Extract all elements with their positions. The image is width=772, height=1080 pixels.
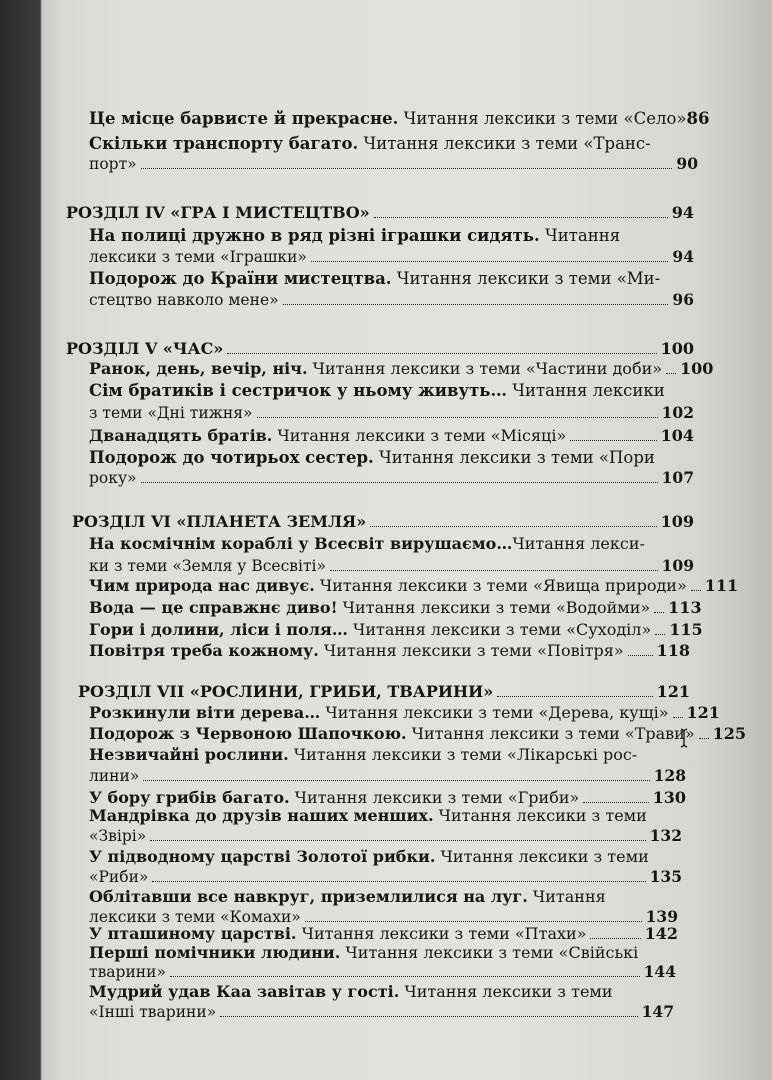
toc-entry-text	[89, 247, 307, 267]
toc-entry-line	[89, 641, 690, 661]
dot-leader	[370, 526, 656, 527]
toc-entry-text	[89, 924, 586, 944]
page-number: 100	[680, 359, 714, 378]
toc-entry-text	[89, 269, 660, 289]
toc-entry-text	[66, 339, 223, 359]
entry-title: Подорож з Червоною Шапочкою.	[89, 724, 407, 743]
dot-leader	[628, 655, 653, 656]
toc-entry-text	[89, 468, 137, 488]
entry-subtitle: Читання лексики з теми «Частини доби»	[307, 359, 663, 378]
dot-leader	[374, 217, 668, 218]
entry-subtitle: Читання лексики з теми «Трави»	[406, 724, 695, 743]
page-number: 104	[660, 426, 694, 445]
page-number: 132	[649, 826, 682, 845]
toc-entry-text	[89, 703, 669, 723]
toc-entry-text	[89, 556, 326, 576]
page-number: 86	[686, 109, 710, 128]
toc-entry-line	[89, 556, 694, 576]
toc-section-heading	[66, 203, 694, 223]
entry-title: Перші помічники людини.	[89, 943, 341, 962]
dot-leader	[311, 261, 669, 262]
toc-entry-line	[89, 269, 661, 289]
page-number: 107	[661, 468, 694, 487]
entry-subtitle: Читання лексики з теми «Суходіл»	[347, 620, 652, 639]
toc-entry-line	[89, 534, 656, 554]
toc-entry-line	[89, 943, 640, 963]
toc-entry-text	[89, 788, 579, 808]
entry-subtitle: року»	[89, 469, 137, 487]
page-number: 102	[661, 403, 694, 422]
toc-entry-line	[89, 826, 682, 846]
dot-leader	[666, 373, 676, 374]
entry-subtitle: Читання лексики з теми «Лікарські рос-	[288, 745, 638, 764]
dot-leader	[152, 881, 645, 882]
toc-entry-line	[89, 109, 710, 129]
page-number: 100	[660, 339, 694, 358]
toc-entry-line	[89, 703, 720, 723]
dot-leader	[227, 353, 656, 354]
dot-leader	[570, 440, 656, 441]
entry-title: Незвичайні рослини.	[89, 745, 289, 764]
toc-entry-text	[89, 806, 647, 826]
entry-subtitle: стецтво навколо мене»	[89, 291, 279, 309]
entry-subtitle: Читання лексики з теми «Повітря»	[318, 641, 624, 660]
entry-title: У бору грибів багато.	[89, 788, 290, 807]
toc-entry-text	[89, 724, 695, 744]
entry-title: Мудрий удав Каа завітав у гості.	[89, 982, 400, 1001]
page-number: 94	[672, 247, 694, 266]
page-number: 118	[656, 641, 690, 660]
toc-entry-line	[89, 359, 714, 379]
toc-entry-line	[89, 962, 676, 982]
dot-leader	[305, 921, 642, 922]
toc-entry-text	[89, 867, 148, 887]
entry-title: Скільки транспорту багато.	[89, 134, 359, 153]
toc-entry-line	[89, 134, 656, 154]
entry-subtitle: «Звірі»	[89, 827, 147, 845]
toc-entry-line	[89, 847, 649, 867]
toc-entry-text	[89, 448, 655, 468]
entry-subtitle: Читання лексики з теми «Свійські	[340, 943, 639, 962]
toc-entry-text	[89, 620, 651, 640]
toc-entry-line	[89, 576, 739, 596]
toc-entry-text	[89, 847, 649, 867]
toc-section-heading	[66, 339, 694, 359]
entry-subtitle: Читання лексики з теми «Водойми»	[337, 598, 651, 617]
entry-subtitle: Читання лексики з теми «Місяці»	[272, 426, 567, 445]
toc-entry-text	[89, 134, 651, 154]
entry-subtitle: Читання лексики з теми	[433, 806, 647, 825]
dot-leader	[655, 634, 665, 635]
toc-entry-text	[89, 381, 665, 401]
section-title: РОЗДІЛ V «ЧАС»	[66, 339, 224, 358]
entry-title: Мандрівка до друзів наших менших.	[89, 806, 434, 825]
entry-subtitle: «Інші тварини»	[89, 1003, 217, 1021]
toc-entry-text	[89, 1002, 216, 1022]
toc-entry-text	[89, 534, 645, 554]
entry-title: Подорож до чотирьох сестер.	[89, 448, 374, 467]
toc-entry-line	[89, 724, 747, 744]
entry-subtitle: Читання лексики з теми	[399, 982, 613, 1001]
page-number: 135	[649, 867, 682, 886]
toc-entry-text	[89, 887, 606, 907]
toc-entry-text	[78, 682, 493, 702]
entry-title: Дванадцять братів.	[89, 426, 273, 445]
toc-entry-line	[89, 887, 640, 907]
entry-subtitle: Читання лексики	[507, 381, 665, 400]
entry-title: Розкинули віти дерева…	[89, 703, 321, 722]
entry-subtitle: Читання лексики з теми «Транс-	[358, 134, 651, 153]
entry-subtitle: Читання лексики з теми «Пори	[373, 448, 655, 467]
page-number: 96	[672, 290, 694, 309]
entry-title: Вода — це справжнє диво!	[89, 598, 338, 617]
entry-title: На космічнім кораблі у Всесвіт вирушаємо…	[89, 534, 513, 553]
page-number: 94	[671, 203, 694, 222]
page-number: 125	[712, 724, 747, 743]
entry-title: У пташиному царстві.	[89, 924, 297, 943]
entry-subtitle: Читання	[539, 226, 621, 245]
page-number: 121	[656, 682, 690, 701]
page-number: 111	[704, 576, 739, 595]
entry-subtitle: ки з теми «Земля у Всесвіті»	[89, 557, 326, 575]
toc-entry-line	[89, 154, 698, 174]
entry-subtitle: з теми «Дні тижня»	[89, 404, 253, 422]
page-number: 128	[653, 766, 686, 785]
entry-title: На полиці дружно в ряд різні іграшки сидять.	[89, 226, 540, 245]
toc-entry-line	[89, 226, 656, 246]
page-number: 90	[676, 154, 698, 173]
toc-entry-text	[89, 403, 253, 423]
dot-leader	[691, 590, 701, 591]
toc-entry-line	[89, 867, 682, 887]
entry-subtitle: Читання лексики з теми «Ми-	[391, 269, 661, 288]
toc-entry-line	[89, 1002, 674, 1022]
toc-entry-text	[89, 982, 613, 1002]
entry-title: Ранок, день, вечір, ніч.	[89, 359, 308, 378]
entry-subtitle: Читання лексики з теми	[435, 847, 649, 866]
toc-entry-line	[89, 620, 703, 640]
toc-entry-line	[89, 247, 694, 267]
toc-entry-text	[89, 154, 137, 174]
entry-subtitle: тварини»	[89, 963, 166, 981]
entry-subtitle: Читання лексики з теми «Село»	[398, 109, 687, 128]
toc-entry-line	[89, 468, 694, 488]
toc-entry-text	[89, 226, 620, 246]
toc-entry-line	[89, 598, 702, 618]
dot-leader	[583, 802, 648, 803]
toc-entry-line	[89, 448, 656, 468]
toc-entry-text	[89, 576, 687, 596]
toc-entry-text	[89, 826, 146, 846]
toc-entry-text	[66, 203, 370, 223]
toc-entry-line	[89, 806, 647, 826]
entry-title: Сім братиків і сестричок у ньому живуть…	[89, 381, 507, 400]
dot-leader	[170, 976, 640, 977]
toc-entry-line	[89, 788, 686, 808]
entry-subtitle: Читання лексики з теми «Явища природи»	[314, 576, 687, 595]
entry-title: Гори і долини, ліси і поля…	[89, 620, 348, 639]
dot-leader	[143, 780, 649, 781]
page-number: 121	[686, 703, 720, 722]
dot-leader	[497, 696, 652, 697]
toc-entry-text	[89, 598, 650, 618]
page-number: 144	[643, 962, 676, 981]
toc-entry-line	[89, 403, 694, 423]
toc-section-heading	[72, 512, 694, 532]
entry-title: Це місце барвисте й прекрасне.	[89, 109, 399, 128]
dot-leader	[699, 738, 709, 739]
toc-entry-text	[89, 962, 166, 982]
toc-entry-text	[89, 290, 279, 310]
page-number: 147	[641, 1002, 674, 1021]
page-number: 139	[645, 907, 678, 926]
page-number: 113	[668, 598, 702, 617]
dot-leader	[150, 840, 645, 841]
toc-section-heading	[78, 682, 690, 702]
toc-entry-text	[89, 641, 624, 661]
toc-entry-line	[89, 381, 665, 401]
entry-title: Облітавши все навкруг, приземлилися на луг.	[89, 887, 528, 906]
toc-entry-text	[72, 512, 366, 532]
dot-leader	[330, 570, 658, 571]
page-number: 109	[660, 512, 694, 531]
dot-leader	[283, 304, 669, 305]
dot-leader	[654, 612, 664, 613]
toc-entry-line	[89, 426, 694, 446]
toc-entry-text	[89, 426, 566, 446]
entry-subtitle: Читання лексики з теми «Птахи»	[296, 924, 587, 943]
dot-leader	[141, 168, 673, 169]
entry-title: Повітря треба кожному.	[89, 641, 319, 660]
entry-subtitle: Читання	[527, 887, 606, 906]
entry-subtitle: Читання лексики з теми «Гриби»	[289, 788, 580, 807]
page-number: 109	[661, 556, 694, 575]
dot-leader	[590, 938, 640, 939]
toc-entry-line	[89, 924, 678, 944]
entry-subtitle: лексики з теми «Комахи»	[89, 908, 301, 926]
entry-subtitle: порт»	[89, 155, 137, 173]
section-title: РОЗДІЛ VII «РОСЛИНИ, ГРИБИ, ТВАРИНИ»	[78, 682, 494, 701]
entry-subtitle: Читання лексики з теми «Дерева, кущі»	[320, 703, 669, 722]
section-title: РОЗДІЛ VI «ПЛАНЕТА ЗЕМЛЯ»	[72, 512, 367, 531]
entry-title: Чим природа нас дивує.	[89, 576, 315, 595]
page-number: 115	[669, 620, 703, 639]
entry-subtitle: «Риби»	[89, 868, 149, 886]
dot-leader	[220, 1016, 637, 1017]
toc-entry-line	[89, 290, 694, 310]
toc-entry-text	[89, 745, 637, 765]
entry-title: У підводному царстві Золотої рибки.	[89, 847, 436, 866]
entry-title: Подорож до Країни мистецтва.	[89, 269, 392, 288]
toc-entry-text	[89, 359, 662, 379]
toc-entry-line	[89, 766, 686, 786]
toc-entry-text	[89, 943, 638, 963]
toc-entry-text	[89, 109, 687, 129]
entry-subtitle: лини»	[89, 767, 140, 785]
toc-entry-line	[89, 745, 656, 765]
page-number: 130	[652, 788, 686, 807]
toc-entry-text	[89, 766, 139, 786]
dot-leader	[673, 717, 683, 718]
dot-leader	[141, 482, 658, 483]
entry-subtitle: Читання лекси-	[512, 534, 645, 553]
section-title: РОЗДІЛ IV «ГРА І МИСТЕЦТВО»	[66, 203, 370, 222]
page-number: 142	[644, 924, 678, 943]
dot-leader	[257, 417, 658, 418]
entry-subtitle: лексики з теми «Іграшки»	[89, 248, 307, 266]
toc-entry-line	[89, 982, 640, 1002]
